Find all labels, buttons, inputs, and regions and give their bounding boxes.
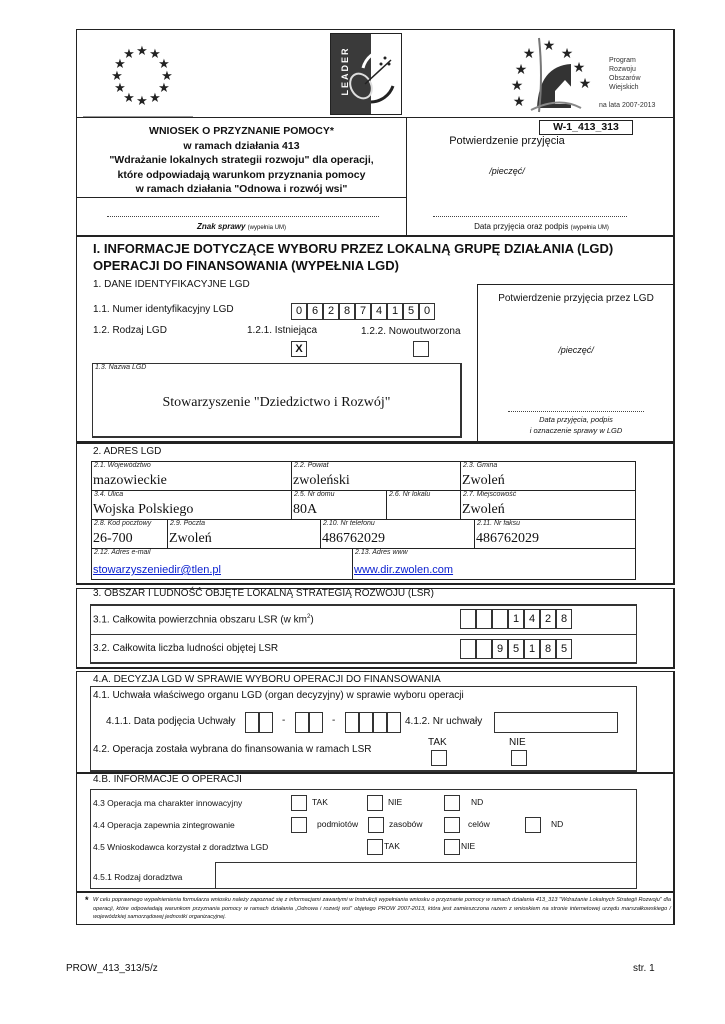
svg-text:★: ★	[136, 44, 148, 59]
lgd-name-value: Stowarzyszenie "Dziedzictwo i Rozwój"	[162, 395, 391, 410]
month-digit[interactable]	[295, 712, 309, 733]
year-digit[interactable]	[359, 712, 373, 733]
innovative-yes-checkbox[interactable]	[291, 795, 307, 811]
area-digit[interactable]: 1	[508, 609, 524, 629]
logo-header	[76, 29, 675, 118]
yes-label: TAK	[428, 737, 447, 748]
svg-text:★: ★	[512, 94, 526, 110]
email-field[interactable]: 2.12. Adres e-mail stowarzyszeniedir@tlen.pl	[91, 548, 353, 580]
innovative-no-checkbox[interactable]	[367, 795, 383, 811]
svg-text:★: ★	[158, 57, 170, 72]
footnote-text: W celu poprawnego wypełnienienia formularza wniosku należy zapoznać się z informacjami zawartymi w Instrukcji wypełniania wniosku o przyznanie pomocy w ramach działania 413_313 "Wdrażanie Lokalnych Strategii Rozwoju" dla operacji, które odpowiadają warunkom przyznania pomocy w ramach działania „Odnowa i rozwój wsi" objętego PROW 2007-2013, która jest zamieszczona razem z wnioskiem na stronie internetowej urzędu marszałkowskiego / wojewódzkiej samorządowej jednostki organizacyjnej.	[93, 897, 671, 920]
new-checkbox[interactable]	[413, 341, 429, 357]
page-number: str. 1	[633, 963, 655, 974]
selected-yes-checkbox[interactable]	[431, 750, 447, 766]
application-title: WNIOSEK O PRZYZNANIE POMOCY* w ramach działania 413 "Wdrażanie lokalnych strategii rozwoju" dla operacji, które odpowiadają warunkom przyznania pomocy w ramach działania "Odnowa i rozwój wsi"	[109, 125, 374, 195]
resolution-date-label: 4.1.1. Data podjęcia Uchwały	[106, 716, 236, 727]
voivodeship-field[interactable]: 2.1. Województwo mazowieckie	[91, 461, 292, 491]
innovative-nd-checkbox[interactable]	[444, 795, 460, 811]
svg-text:★: ★	[542, 38, 556, 54]
section-2	[76, 443, 675, 585]
new-label: 1.2.2. Nowoutworzona	[361, 326, 461, 337]
area-digit[interactable]: 4	[524, 609, 540, 629]
resolution-number-input[interactable]	[494, 712, 618, 733]
prow-emblem-icon	[509, 36, 609, 116]
integration-nd-checkbox[interactable]	[525, 817, 541, 833]
population-label: 3.2. Całkowita liczba ludności objętej LSR	[93, 643, 279, 654]
day-digit[interactable]	[245, 712, 259, 733]
population-digit[interactable]: 5	[508, 639, 524, 659]
svg-text:★: ★	[161, 69, 173, 84]
existing-label: 1.2.1. Istniejąca	[247, 325, 318, 336]
svg-text:★: ★	[514, 62, 528, 78]
area-label: 3.1. Całkowita powierzchnia obszaru LSR (w $km^2$)	[93, 614, 314, 626]
svg-text:★: ★	[114, 81, 126, 96]
selected-for-funding-label: 4.2. Operacja została wybrana do finansowania w ramach LSR	[93, 744, 372, 755]
footnote-box	[76, 891, 675, 925]
id-digit[interactable]: 0	[419, 303, 435, 320]
post-office-field[interactable]: 2.9. Poczta Zwoleń	[167, 519, 321, 549]
lgd-id-label: 1.1. Numer identyfikacyjny LGD	[93, 304, 234, 315]
integration-label: 4.4 Operacja zapewnia zintegrowanie	[93, 820, 235, 830]
leader-emblem-icon	[345, 44, 400, 106]
receipt-date-label: Data przyjęcia oraz podpis (wypełnia UM)	[474, 222, 609, 231]
resolution-date-field[interactable]: - -	[245, 712, 405, 733]
id-digit[interactable]: 6	[307, 303, 323, 320]
id-digit[interactable]: 8	[339, 303, 355, 320]
id-digit[interactable]: 5	[403, 303, 419, 320]
innovative-label: 4.3 Operacja ma charakter innowacyjny	[93, 798, 243, 808]
leader-logo: LEADER	[330, 33, 402, 115]
www-field[interactable]: 2.13. Adres www www.dir.zwolen.com	[352, 548, 636, 580]
svg-text:★: ★	[123, 91, 135, 106]
svg-text:★: ★	[136, 94, 148, 109]
area-digit[interactable]: 8	[556, 609, 572, 629]
day-digit[interactable]	[259, 712, 273, 733]
year-digit[interactable]	[373, 712, 387, 733]
receipt-label: Potwierdzenie przyjęcia	[449, 135, 565, 147]
svg-text:★: ★	[123, 47, 135, 62]
svg-text:★: ★	[114, 57, 126, 72]
section-4a-title: 4.A. DECYZJA LGD W SPRAWIE WYBORU OPERACJI DO FINANSOWANIA	[93, 674, 441, 685]
eu-flag-logo	[107, 40, 177, 110]
year-digit[interactable]	[387, 712, 401, 733]
advice-type-label: 4.5.1 Rodzaj doradztwa	[93, 872, 183, 882]
existing-checkbox[interactable]: X	[291, 341, 307, 357]
section-3	[76, 588, 675, 669]
section-4b	[76, 773, 675, 891]
population-digit[interactable]: 1	[524, 639, 540, 659]
city-field[interactable]: 2.7. Miejscowość Zwoleń	[460, 490, 636, 520]
population-digit[interactable]: 8	[540, 639, 556, 659]
advice-no-checkbox[interactable]	[444, 839, 460, 855]
section-1	[76, 237, 675, 443]
county-field[interactable]: 2.2. Powiat zwoleński	[291, 461, 461, 491]
id-digit[interactable]: 1	[387, 303, 403, 320]
advice-label: 4.5 Wnioskodawca korzystał z doradztwa LGD	[93, 842, 269, 852]
year-digit[interactable]	[345, 712, 359, 733]
section-4b-title: 4.B. INFORMACJE O OPERACJI	[93, 774, 242, 785]
case-sign-dots	[107, 216, 379, 217]
lgd-type-label: 1.2. Rodzaj LGD	[93, 325, 167, 336]
stamp-label: /pieczęć/	[489, 166, 525, 176]
flat-number-field[interactable]: 2.6. Nr lokalu	[386, 490, 461, 520]
address-grid	[91, 461, 636, 581]
case-sign-label: Znak sprawy (wypełnia UM)	[196, 222, 287, 231]
population-digit[interactable]	[476, 639, 492, 659]
integration-goals-checkbox[interactable]	[444, 817, 460, 833]
selected-no-checkbox[interactable]	[511, 750, 527, 766]
advice-yes-checkbox[interactable]	[367, 839, 383, 855]
eu-stars-icon	[107, 40, 177, 110]
section-4a	[76, 671, 675, 773]
house-number-field[interactable]: 2.5. Nr domu 80A	[291, 490, 387, 520]
svg-text:★: ★	[158, 81, 170, 96]
title-block	[76, 117, 675, 237]
fax-field[interactable]: 2.11. Nr faksu 486762029	[474, 519, 636, 549]
www-link[interactable]: www.dir.zwolen.com	[354, 564, 454, 576]
area-field[interactable]	[460, 609, 573, 629]
operation-info-box: 4.3 Operacja ma charakter innowacyjny TAK NIE ND 4.4 Operacja zapewnia zintegrowanie podmiotów zasobów celów ND 4.5 Wnioskodawca korzystał z doradztwa LGD TAK NIE 4.5.1 Rodzaj doradztwa	[90, 789, 637, 889]
phone-field[interactable]: 2.10. Nr telefonu 486762029	[320, 519, 475, 549]
population-digit[interactable]: 9	[492, 639, 508, 659]
lgd-name-field[interactable]: 1.3. Nazwa LGD Stowarzyszenie "Dziedzictwo i Rozwój"	[92, 363, 462, 438]
svg-text:★: ★	[149, 91, 161, 106]
area-digit[interactable]	[460, 609, 476, 629]
advice-type-input[interactable]	[217, 863, 635, 888]
id-digit[interactable]: 2	[323, 303, 339, 320]
postal-code-field[interactable]: 2.8. Kod pocztowy 26-700	[91, 519, 168, 549]
svg-text:★: ★	[149, 47, 161, 62]
lsr-table	[90, 604, 637, 664]
id-digit[interactable]: 4	[371, 303, 387, 320]
resolution-number-label: 4.1.2. Nr uchwały	[405, 716, 483, 727]
svg-text:★: ★	[578, 76, 592, 92]
commune-field[interactable]: 2.3. Gmina Zwoleń	[460, 461, 636, 491]
no-label: NIE	[509, 737, 526, 748]
form-code-box: W-1_413_313	[539, 120, 633, 135]
street-field[interactable]: 3.4. Ulica Wojska Polskiego	[91, 490, 292, 520]
month-digit[interactable]	[309, 712, 323, 733]
population-digit[interactable]: 5	[556, 639, 572, 659]
email-link[interactable]: stowarzyszeniedir@tlen.pl	[93, 564, 221, 576]
footnote-marker: *	[85, 895, 89, 905]
document-code: PROW_413_313/5/z	[66, 963, 158, 974]
section-1-title: I. INFORMACJE DOTYCZĄCE WYBORU PRZEZ LOKALNĄ GRUPĘ DZIAŁANIA (LGD) OPERACJI DO FINANSOWANIA (WYPEŁNIA LGD)	[93, 241, 614, 273]
id-digit[interactable]: 0	[291, 303, 307, 320]
integration-resources-checkbox[interactable]	[368, 817, 384, 833]
id-digit[interactable]: 7	[355, 303, 371, 320]
section-2-title: 2. ADRES LGD	[93, 446, 162, 457]
section-3-title: 3. OBSZAR I LUDNOŚĆ OBJĘTE LOKALNĄ STRATEGIĄ ROZWOJU (LSR)	[93, 588, 434, 599]
receipt-date-dots	[433, 216, 627, 217]
section-1-subtitle: 1. DANE IDENTYFIKACYJNE LGD	[93, 279, 250, 290]
svg-text:★: ★	[560, 46, 574, 62]
lgd-receipt-box: Potwierdzenie przyjęcia przez LGD /pieczęć/ Data przyjęcia, podpis i oznaczenie sprawy w LGD	[477, 284, 674, 441]
area-digit[interactable]	[476, 609, 492, 629]
lgd-id-field[interactable]	[291, 303, 435, 320]
svg-text:★: ★	[111, 69, 123, 84]
population-field[interactable]	[460, 639, 573, 659]
decision-box	[90, 686, 637, 772]
area-digit[interactable]	[492, 609, 508, 629]
resolution-label: 4.1. Uchwała właściwego organu LGD (organ decyzyjny) w sprawie wyboru operacji	[93, 690, 464, 701]
svg-text:★: ★	[522, 46, 536, 62]
svg-text:★: ★	[510, 78, 524, 94]
title-divider-h	[77, 197, 406, 198]
prow-logo: ★ ★ ★ ★ ★ ★ ★ ★ Program Rozwoju Obszarów Wiejskich na lata 2007-2013	[509, 36, 674, 116]
prow-logo-text: Program Rozwoju Obszarów Wiejskich	[609, 57, 641, 91]
integration-subjects-checkbox[interactable]	[291, 817, 307, 833]
population-digit[interactable]	[460, 639, 476, 659]
svg-text:★: ★	[572, 60, 586, 76]
area-digit[interactable]: 2	[540, 609, 556, 629]
